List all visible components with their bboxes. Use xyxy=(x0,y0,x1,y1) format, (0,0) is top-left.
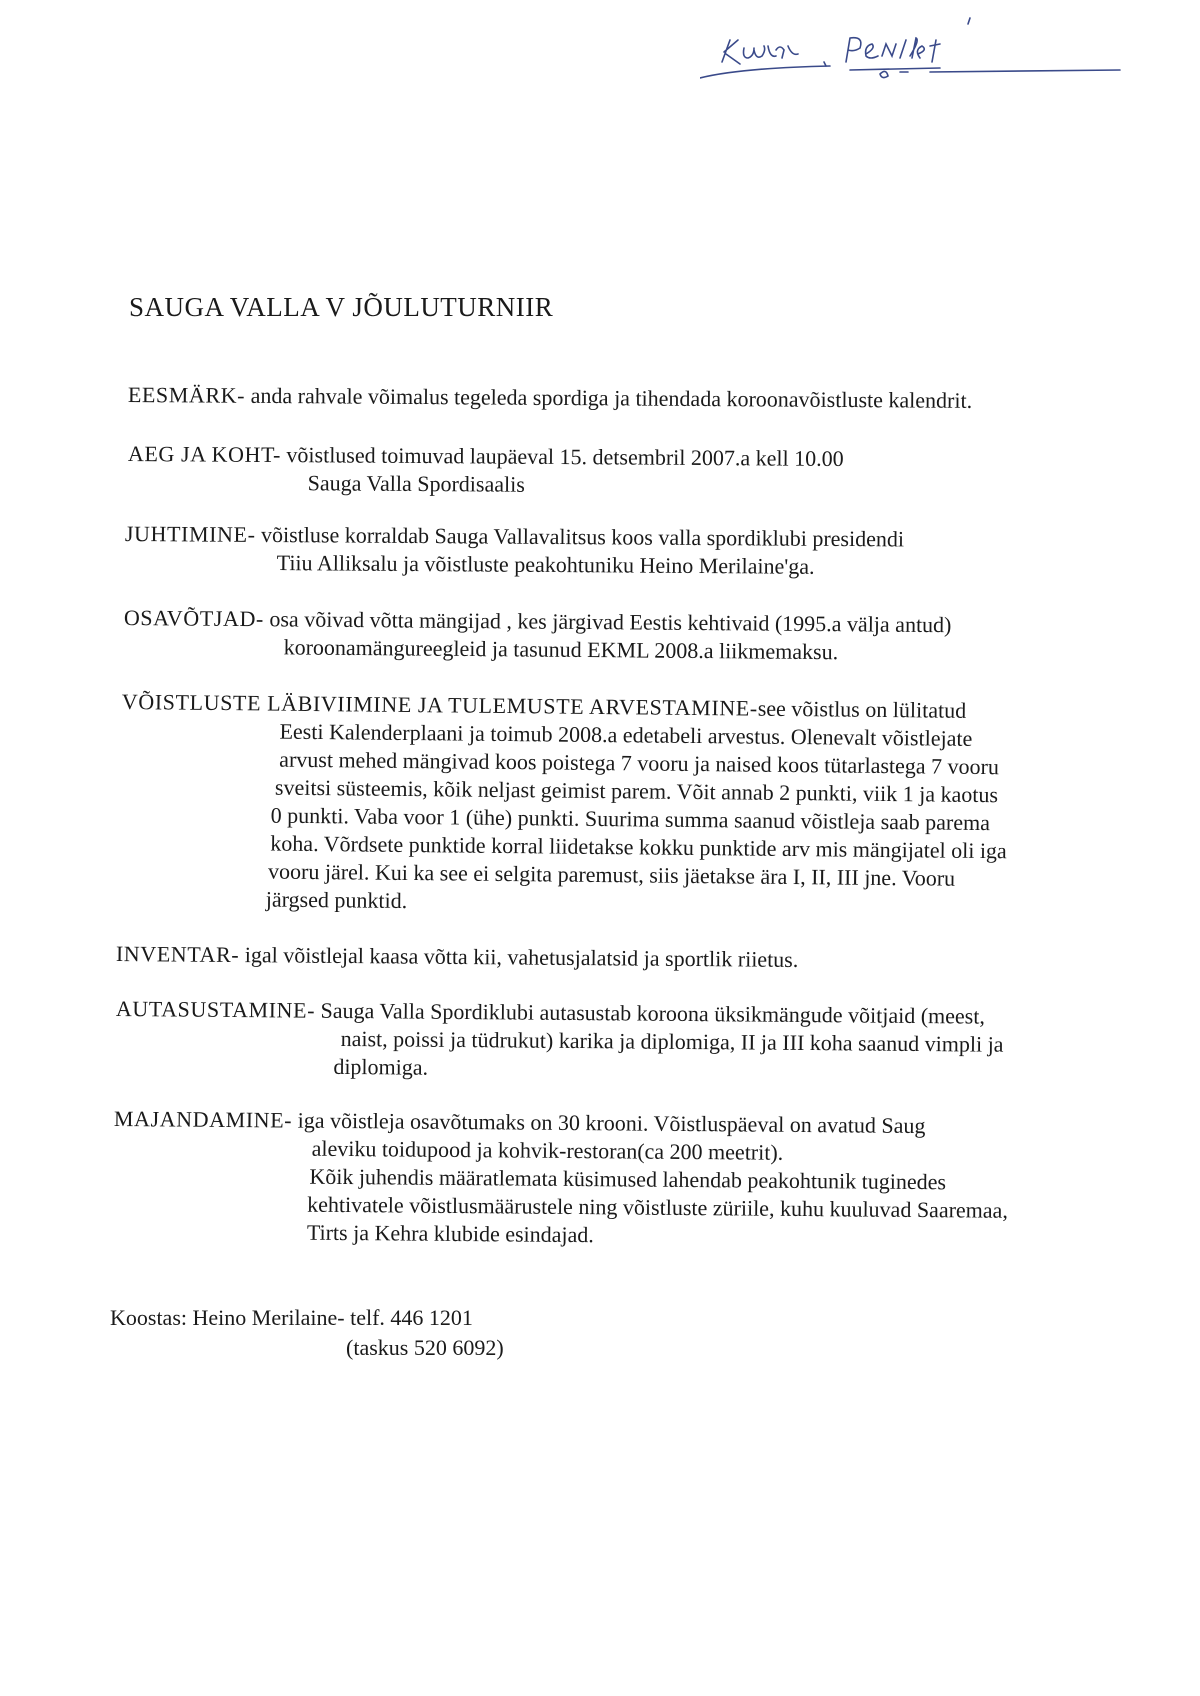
section-line: see võistlus on lülitatud xyxy=(757,695,967,723)
section-juhtimine xyxy=(125,520,905,581)
section-line: Kõik juhendis määratlemata küsimused lahendab peakohtunik tuginedes xyxy=(309,1163,947,1195)
footer-line-mobile: (taskus 520 6092) xyxy=(346,1335,504,1360)
section-line: koha. Võrdsete punktide korral liidetakse kokku punktide arv mis mängijatel oli iga xyxy=(270,830,1007,864)
section-line: vooru järel. Kui ka see ei selgita paremust, siis jäetakse ära I, II, III jne. Vooru xyxy=(267,858,956,891)
section-line: võistlused toimuvad laupäeval 15. detsembril 2007.a kell 10.00 xyxy=(286,442,844,471)
section-line: iga võistleja osavõtumaks on 30 krooni. Võistluspäeval on avatud Saug xyxy=(297,1107,926,1139)
section-line: koroonamängureegleid ja tasunud EKML 2008.a liikmemaksu. xyxy=(283,634,839,665)
section-line: sveitsi süsteemis, kõik neljast geimist parem. Võit annab 2 punkti, viik 1 ja kaotus xyxy=(274,774,999,808)
section-voistluste-labiviimine xyxy=(120,688,1009,921)
footer-contact xyxy=(110,1303,504,1363)
section-line: järgsed punktid. xyxy=(265,886,408,913)
section-label: MAJANDAMINE- xyxy=(113,1106,293,1133)
section-majandamine xyxy=(113,1105,1009,1253)
section-line: igal võistlejal kaasa võtta kii, vahetusjalatsid ja sportlik riietus. xyxy=(244,942,799,972)
section-line: anda rahvale võimalus tegeleda spordiga ja tihendada koroonavõistluste kalendrit. xyxy=(250,382,973,413)
section-line: arvust mehed mängivad koos poistega 7 vooru ja naised koos tütarlastega 7 vooru xyxy=(279,746,1000,780)
document-title: SAUGA VALLA V JÕULUTURNIIR xyxy=(129,292,554,322)
section-line: diplomiga. xyxy=(333,1053,429,1080)
section-line: võistluse korraldab Sauga Vallavalitsus koos valla spordiklubi presidendi xyxy=(260,521,905,552)
section-line: Tiiu Alliksalu ja võistluste peakohtuniku Heino Merilaine'ga. xyxy=(276,550,815,579)
section-label: VÕISTLUSTE LÄBIVIIMINE JA TULEMUSTE ARVESTAMINE- xyxy=(121,688,758,721)
section-line: aleviku toidupood ja kohvik-restoran(ca 200 meetrit). xyxy=(311,1135,784,1165)
section-line: 0 punkti. Vaba voor 1 (ühe) punkti. Suurima summa saanud võistleja saab parema xyxy=(270,802,991,836)
section-eesmark xyxy=(128,381,972,415)
section-label: AEG JA KOHT- xyxy=(127,440,282,468)
section-line: kehtivatele võistlusmäärustele ning võistluste züriile, kuhu kuuluvad Saaremaa, xyxy=(307,1191,1009,1223)
section-line: Sauga Valla Spordiklubi autasustab koroona üksikmängude võitjaid (meest, xyxy=(320,997,986,1029)
section-label: EESMÄRK- xyxy=(127,381,246,408)
section-autasustamine xyxy=(115,995,1004,1087)
section-line: naist, poissi ja tüdrukut) karika ja diplomiga, II ja III koha saanud vimpli ja xyxy=(340,1025,1004,1057)
section-label: AUTASUSTAMINE- xyxy=(115,995,316,1023)
section-inventar xyxy=(116,940,799,974)
section-label: INVENTAR- xyxy=(115,940,240,968)
handwritten-note xyxy=(700,10,1180,80)
section-line: Tirts ja Kehra klubide esindajad. xyxy=(306,1219,594,1248)
section-osavotjad xyxy=(124,604,952,667)
section-line: Eesti Kalenderplaani ja toimub 2008.a edetabeli arvestus. Olenevalt võistlejate xyxy=(279,718,973,751)
footer-line-author: Koostas: Heino Merilaine- telf. 446 1201 xyxy=(110,1305,473,1330)
section-line: Sauga Valla Spordisaalis xyxy=(307,470,525,497)
section-label: OSAVÕTJAD- xyxy=(123,604,265,632)
section-aeg-ja-koht xyxy=(128,440,844,501)
section-line: osa võivad võtta mängijad , kes järgivad Eestis kehtivaid (1995.a välja antud) xyxy=(269,606,952,638)
section-label: JUHTIMINE- xyxy=(124,521,256,547)
